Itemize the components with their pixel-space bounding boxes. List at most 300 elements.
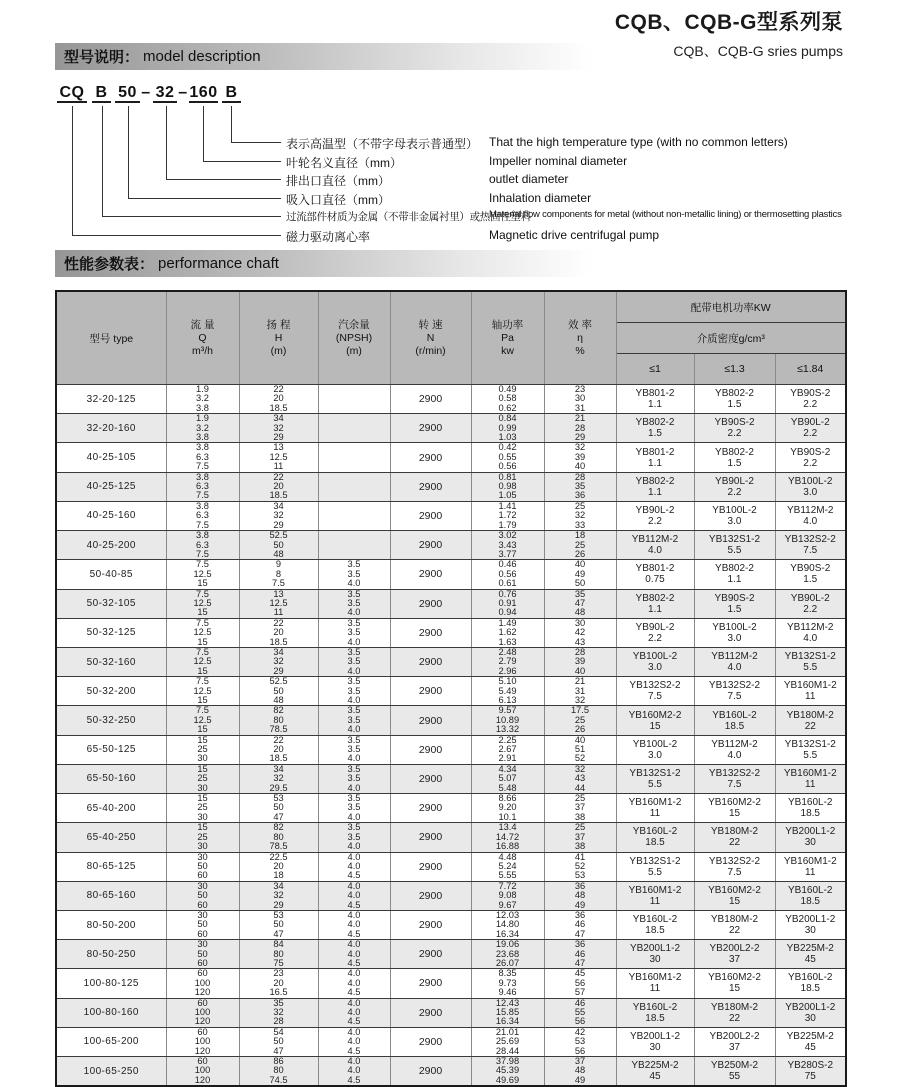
cell-npsh: 3.5 3.5 4.0 [318, 560, 390, 589]
cell-speed: 2900 [390, 472, 471, 501]
cell-speed: 2900 [390, 823, 471, 852]
power-unit: kw [501, 344, 514, 357]
cell-motor: YB112M-2 4.0 [775, 501, 846, 530]
legend-label-en: Inhalation diameter [489, 190, 592, 205]
cell-motor: YB802-2 1.5 [616, 414, 694, 443]
cell-model: 100-80-125 [56, 969, 166, 998]
cell-flow: 3.8 6.3 7.5 [166, 531, 239, 560]
cell-motor: YB160M1-2 11 [616, 794, 694, 823]
cell-model: 100-65-200 [56, 1027, 166, 1056]
eff-symbol: η [577, 331, 583, 344]
cell-motor: YB160L-2 18.5 [616, 998, 694, 1027]
head-zh: 扬 程 [266, 318, 291, 331]
cell-efficiency: 32 39 40 [544, 443, 616, 472]
cell-npsh: 4.0 4.0 4.5 [318, 940, 390, 969]
cell-power: 12.43 15.85 16.34 [471, 998, 544, 1027]
cell-motor: YB225M-2 45 [775, 940, 846, 969]
performance-table-body [56, 385, 846, 1087]
title-english: CQB、CQB-G sries pumps [673, 43, 843, 59]
cell-head: 22.5 20 18 [239, 852, 318, 881]
cell-head: 34 32 29 [239, 647, 318, 676]
cell-motor: YB160L-2 18.5 [775, 881, 846, 910]
cell-efficiency: 25 32 33 [544, 501, 616, 530]
cell-motor: YB132S2-2 7.5 [694, 852, 775, 881]
cell-motor: YB200L1-2 30 [775, 910, 846, 939]
cell-motor: YB200L1-2 30 [616, 1027, 694, 1056]
cell-flow: 15 25 30 [166, 735, 239, 764]
model-code-token: CQ [57, 84, 87, 103]
col-header-speed [390, 291, 471, 385]
cell-npsh [318, 443, 390, 472]
cell-efficiency: 18 25 26 [544, 531, 616, 560]
cell-motor: YB200L1-2 30 [616, 940, 694, 969]
title-chinese: CQB、CQB-G型系列泵 [614, 11, 843, 34]
table-row [56, 823, 846, 852]
cell-flow: 7.5 12.5 15 [166, 647, 239, 676]
cell-power: 3.02 3.43 3.77 [471, 531, 544, 560]
cell-efficiency: 36 48 49 [544, 881, 616, 910]
col-header-flow [166, 291, 239, 385]
cell-speed: 2900 [390, 501, 471, 530]
col-header-type-label: 型号 type [89, 332, 134, 345]
cell-power: 19.06 23.68 26.07 [471, 940, 544, 969]
cell-motor: YB90S-2 2.2 [694, 414, 775, 443]
model-code-token: 160 [189, 84, 218, 101]
cell-head: 22 20 18.5 [239, 472, 318, 501]
eff-unit: % [575, 344, 585, 357]
cell-motor: YB90L-2 2.2 [775, 414, 846, 443]
head-symbol: H [274, 331, 283, 344]
cell-model: 65-40-250 [56, 823, 166, 852]
col-header-head [239, 291, 318, 385]
col-header-density-1: ≤1 [616, 354, 694, 385]
cell-model: 50-32-200 [56, 677, 166, 706]
cell-speed: 2900 [390, 764, 471, 793]
model-code-token: – [141, 84, 151, 101]
table-row [56, 998, 846, 1027]
cell-power: 5.10 5.49 6.13 [471, 677, 544, 706]
cell-motor: YB160M1-2 11 [616, 881, 694, 910]
cell-head: 13 12.5 11 [239, 589, 318, 618]
cell-head: 84 80 75 [239, 940, 318, 969]
cell-efficiency: 21 31 32 [544, 677, 616, 706]
cell-efficiency: 25 37 38 [544, 794, 616, 823]
cell-npsh: 3.5 3.5 4.0 [318, 647, 390, 676]
cell-motor: YB100L-2 3.0 [775, 472, 846, 501]
table-row [56, 1057, 846, 1087]
cell-motor: YB801-2 0.75 [616, 560, 694, 589]
cell-flow: 3.8 6.3 7.5 [166, 472, 239, 501]
table-row [56, 531, 846, 560]
section-model-zh: 型号说明： [64, 49, 140, 66]
cell-motor: YB90S-2 2.2 [775, 385, 846, 414]
cell-power: 1.41 1.72 1.79 [471, 501, 544, 530]
model-code-token: 50 [115, 84, 140, 103]
performance-table [55, 290, 847, 1087]
cell-npsh: 4.0 4.0 4.5 [318, 998, 390, 1027]
table-row [56, 560, 846, 589]
cell-motor: YB132S1-2 5.5 [616, 764, 694, 793]
cell-power: 4.34 5.07 5.48 [471, 764, 544, 793]
col-header-density-1-3: ≤1.3 [694, 354, 775, 385]
table-row [56, 501, 846, 530]
cell-efficiency: 45 56 57 [544, 969, 616, 998]
cell-efficiency: 40 51 52 [544, 735, 616, 764]
cell-efficiency: 36 46 47 [544, 940, 616, 969]
legend-label-en: Magnetic drive centrifugal pump [489, 227, 660, 242]
cell-motor: YB225M-2 45 [775, 1027, 846, 1056]
cell-head: 34 32 29 [239, 501, 318, 530]
power-zh: 轴功率 [491, 318, 524, 331]
cell-npsh [318, 385, 390, 414]
cell-motor: YB160L-2 18.5 [775, 969, 846, 998]
cell-speed: 2900 [390, 881, 471, 910]
cell-flow: 3.8 6.3 7.5 [166, 501, 239, 530]
cell-speed: 2900 [390, 998, 471, 1027]
cell-head: 82 80 78.5 [239, 823, 318, 852]
cell-motor: YB132S1-2 5.5 [694, 531, 775, 560]
cell-motor: YB802-2 1.5 [694, 385, 775, 414]
cell-efficiency: 17.5 25 26 [544, 706, 616, 735]
cell-flow: 7.5 12.5 15 [166, 560, 239, 589]
cell-flow: 30 50 60 [166, 940, 239, 969]
cell-npsh: 3.5 3.5 4.0 [318, 706, 390, 735]
cell-power: 0.46 0.56 0.61 [471, 560, 544, 589]
legend-label-en: That the high temperature type (with no common letters) [489, 135, 788, 149]
cell-motor: YB132S1-2 5.5 [616, 852, 694, 881]
cell-motor: YB200L1-2 30 [775, 823, 846, 852]
cell-motor: YB132S2-2 7.5 [694, 677, 775, 706]
cell-motor: YB112M-2 4.0 [694, 735, 775, 764]
cell-flow: 60 100 120 [166, 1057, 239, 1087]
cell-head: 53 50 47 [239, 910, 318, 939]
cell-npsh: 3.5 3.5 4.0 [318, 735, 390, 764]
cell-npsh: 4.0 4.0 4.5 [318, 881, 390, 910]
cell-motor: YB200L1-2 30 [775, 998, 846, 1027]
col-header-efficiency [544, 291, 616, 385]
cell-npsh: 4.0 4.0 4.5 [318, 1057, 390, 1087]
cell-motor: YB180M-2 22 [694, 998, 775, 1027]
legend-label-zh: 吸入口直径（mm） [286, 192, 390, 207]
npsh-zh: 汽余量 [338, 318, 370, 331]
cell-model: 40-25-200 [56, 531, 166, 560]
legend-label-en: Impeller nominal diameter [489, 153, 628, 168]
cell-npsh: 4.0 4.0 4.5 [318, 910, 390, 939]
cell-flow: 7.5 12.5 15 [166, 677, 239, 706]
legend-label-zh: 叶轮名义直径（mm） [286, 155, 402, 170]
model-code-token: B [222, 84, 241, 103]
cell-head: 22 20 18.5 [239, 618, 318, 647]
cell-motor: YB180M-2 22 [694, 823, 775, 852]
cell-model: 40-25-125 [56, 472, 166, 501]
cell-efficiency: 23 30 31 [544, 385, 616, 414]
table-row [56, 618, 846, 647]
cell-speed: 2900 [390, 647, 471, 676]
cell-head: 9 8 7.5 [239, 560, 318, 589]
cell-speed: 2900 [390, 589, 471, 618]
cell-motor: YB112M-2 4.0 [775, 618, 846, 647]
cell-speed: 2900 [390, 1057, 471, 1087]
cell-npsh [318, 472, 390, 501]
cell-motor: YB132S2-2 7.5 [616, 677, 694, 706]
cell-efficiency: 40 49 50 [544, 560, 616, 589]
cell-motor: YB100L-2 3.0 [694, 618, 775, 647]
cell-npsh: 3.5 3.5 4.0 [318, 677, 390, 706]
table-row [56, 735, 846, 764]
section-header-performance [55, 250, 592, 277]
cell-efficiency: 35 47 48 [544, 589, 616, 618]
cell-motor: YB132S2-2 7.5 [775, 531, 846, 560]
cell-motor: YB200L2-2 37 [694, 940, 775, 969]
cell-speed: 2900 [390, 560, 471, 589]
cell-motor: YB160M1-2 11 [616, 969, 694, 998]
cell-head: 34 32 29.5 [239, 764, 318, 793]
cell-motor: YB112M-2 4.0 [616, 531, 694, 560]
cell-npsh: 3.5 3.5 4.0 [318, 764, 390, 793]
col-header-power [471, 291, 544, 385]
cell-motor: YB90S-2 1.5 [775, 560, 846, 589]
table-row [56, 414, 846, 443]
cell-power: 0.49 0.58 0.62 [471, 385, 544, 414]
cell-efficiency: 25 37 38 [544, 823, 616, 852]
cell-power: 0.76 0.91 0.94 [471, 589, 544, 618]
cell-efficiency: 36 46 47 [544, 910, 616, 939]
cell-motor: YB90L-2 2.2 [694, 472, 775, 501]
table-row [56, 472, 846, 501]
cell-efficiency: 41 52 53 [544, 852, 616, 881]
cell-motor: YB225M-2 45 [616, 1057, 694, 1087]
cell-motor: YB160L-2 18.5 [616, 910, 694, 939]
cell-power: 0.42 0.55 0.56 [471, 443, 544, 472]
cell-npsh: 3.5 3.5 4.0 [318, 794, 390, 823]
cell-flow: 30 50 60 [166, 852, 239, 881]
speed-unit: (r/min) [415, 344, 446, 357]
cell-model: 50-32-105 [56, 589, 166, 618]
table-row [56, 910, 846, 939]
cell-efficiency: 30 42 43 [544, 618, 616, 647]
table-row [56, 647, 846, 676]
cell-power: 4.48 5.24 5.55 [471, 852, 544, 881]
cell-head: 54 50 47 [239, 1027, 318, 1056]
flow-zh: 流 量 [190, 318, 215, 331]
cell-motor: YB132S1-2 5.5 [775, 735, 846, 764]
model-code-diagram [0, 0, 900, 250]
cell-flow: 60 100 120 [166, 969, 239, 998]
cell-model: 65-50-160 [56, 764, 166, 793]
cell-power: 21.01 25.69 28.44 [471, 1027, 544, 1056]
cell-motor: YB90L-2 2.2 [775, 589, 846, 618]
cell-flow: 1.9 3.2 3.8 [166, 385, 239, 414]
cell-model: 100-65-250 [56, 1057, 166, 1087]
cell-motor: YB180M-2 22 [775, 706, 846, 735]
cell-motor: YB160L-2 18.5 [775, 794, 846, 823]
table-row [56, 940, 846, 969]
col-header-type [56, 291, 166, 385]
cell-motor: YB90L-2 2.2 [616, 501, 694, 530]
cell-motor: YB200L2-2 37 [694, 1027, 775, 1056]
cell-speed: 2900 [390, 940, 471, 969]
section-perf-zh: 性能参数表： [64, 256, 155, 273]
cell-speed: 2900 [390, 618, 471, 647]
cell-motor: YB112M-2 4.0 [694, 647, 775, 676]
cell-power: 2.48 2.79 2.96 [471, 647, 544, 676]
power-symbol: Pa [501, 331, 514, 344]
cell-npsh: 4.0 4.0 4.5 [318, 1027, 390, 1056]
flow-unit: m³/h [192, 344, 213, 357]
cell-motor: YB250M-2 55 [694, 1057, 775, 1087]
cell-head: 52.5 50 48 [239, 677, 318, 706]
cell-model: 80-50-250 [56, 940, 166, 969]
cell-model: 50-32-125 [56, 618, 166, 647]
cell-motor: YB160M2-2 15 [694, 794, 775, 823]
cell-head: 35 32 28 [239, 998, 318, 1027]
npsh-unit: (m) [346, 344, 362, 357]
cell-efficiency: 21 28 29 [544, 414, 616, 443]
eff-zh: 效 率 [568, 318, 592, 331]
cell-efficiency: 37 48 49 [544, 1057, 616, 1087]
cell-model: 65-40-200 [56, 794, 166, 823]
table-row [56, 706, 846, 735]
cell-motor: YB100L-2 3.0 [694, 501, 775, 530]
cell-motor: YB160L-2 18.5 [694, 706, 775, 735]
cell-model: 80-65-160 [56, 881, 166, 910]
cell-motor: YB160M2-2 15 [694, 969, 775, 998]
model-code-token: B [92, 84, 111, 103]
cell-motor: YB280S-2 75 [775, 1057, 846, 1087]
cell-head: 23 20 16.5 [239, 969, 318, 998]
cell-speed: 2900 [390, 414, 471, 443]
cell-power: 8.35 9.73 9.46 [471, 969, 544, 998]
cell-model: 32-20-125 [56, 385, 166, 414]
cell-flow: 3.8 6.3 7.5 [166, 443, 239, 472]
cell-speed: 2900 [390, 706, 471, 735]
head-unit: (m) [270, 344, 287, 357]
legend-label-en: Material flow components for metal (without non-metallic lining) or thermosetting plastics [489, 209, 842, 220]
cell-power: 12.03 14.80 16.34 [471, 910, 544, 939]
cell-npsh [318, 531, 390, 560]
cell-motor: YB160M1-2 11 [775, 764, 846, 793]
cell-power: 9.57 10.89 13.32 [471, 706, 544, 735]
cell-speed: 2900 [390, 852, 471, 881]
table-row [56, 881, 846, 910]
cell-speed: 2900 [390, 677, 471, 706]
cell-motor: YB160M1-2 11 [775, 852, 846, 881]
cell-motor: YB100L-2 3.0 [616, 647, 694, 676]
cell-motor: YB160M2-2 15 [694, 881, 775, 910]
cell-npsh: 3.5 3.5 4.0 [318, 823, 390, 852]
cell-efficiency: 32 43 44 [544, 764, 616, 793]
cell-efficiency: 28 39 40 [544, 647, 616, 676]
cell-speed: 2900 [390, 794, 471, 823]
cell-motor: YB801-2 1.1 [616, 385, 694, 414]
cell-motor: YB132S2-2 7.5 [694, 764, 775, 793]
cell-npsh: 4.0 4.0 4.5 [318, 969, 390, 998]
cell-model: 32-20-160 [56, 414, 166, 443]
cell-flow: 30 50 60 [166, 910, 239, 939]
cell-motor: YB802-2 1.5 [694, 443, 775, 472]
cell-npsh [318, 501, 390, 530]
model-code-token: – [178, 84, 188, 101]
cell-model: 50-40-85 [56, 560, 166, 589]
cell-head: 22 20 18.5 [239, 735, 318, 764]
col-header-npsh [318, 291, 390, 385]
cell-motor: YB802-2 1.1 [616, 589, 694, 618]
cell-model: 40-25-160 [56, 501, 166, 530]
cell-speed: 2900 [390, 443, 471, 472]
col-header-motor-group: 配带电机功率KW [616, 291, 846, 323]
cell-power: 37.98 45.39 49.69 [471, 1057, 544, 1087]
cell-npsh: 3.5 3.5 4.0 [318, 589, 390, 618]
cell-head: 86 80 74.5 [239, 1057, 318, 1087]
cell-motor: YB180M-2 22 [694, 910, 775, 939]
table-row [56, 969, 846, 998]
table-row [56, 764, 846, 793]
col-header-density: 介质密度g/cm³ [616, 323, 846, 354]
cell-head: 34 32 29 [239, 881, 318, 910]
cell-head: 22 20 18.5 [239, 385, 318, 414]
cell-speed: 2900 [390, 385, 471, 414]
cell-model: 100-80-160 [56, 998, 166, 1027]
cell-model: 65-50-125 [56, 735, 166, 764]
cell-flow: 30 50 60 [166, 881, 239, 910]
legend-connector-line [72, 106, 281, 236]
flow-symbol: Q [198, 331, 207, 344]
cell-flow: 7.5 12.5 15 [166, 618, 239, 647]
cell-motor: YB802-2 1.1 [616, 472, 694, 501]
cell-flow: 60 100 120 [166, 998, 239, 1027]
cell-efficiency: 46 55 56 [544, 998, 616, 1027]
cell-motor: YB802-2 1.1 [694, 560, 775, 589]
section-perf-en: performance chaft [158, 255, 279, 272]
table-row [56, 852, 846, 881]
cell-flow: 60 100 120 [166, 1027, 239, 1056]
legend-label-zh: 磁力驱动离心率 [286, 229, 371, 244]
cell-efficiency: 28 35 36 [544, 472, 616, 501]
cell-motor: YB90S-2 1.5 [694, 589, 775, 618]
cell-power: 0.81 0.98 1.05 [471, 472, 544, 501]
col-header-density-1-84: ≤1.84 [775, 354, 846, 385]
table-row [56, 443, 846, 472]
cell-speed: 2900 [390, 531, 471, 560]
cell-motor: YB160L-2 18.5 [616, 823, 694, 852]
cell-power: 2.25 2.67 2.91 [471, 735, 544, 764]
cell-flow: 1.9 3.2 3.8 [166, 414, 239, 443]
cell-head: 34 32 29 [239, 414, 318, 443]
cell-motor: YB160M2-2 15 [616, 706, 694, 735]
cell-motor: YB100L-2 3.0 [616, 735, 694, 764]
table-row [56, 1027, 846, 1056]
cell-head: 13 12.5 11 [239, 443, 318, 472]
cell-flow: 15 25 30 [166, 794, 239, 823]
model-code-token: 32 [153, 84, 177, 103]
cell-speed: 2900 [390, 969, 471, 998]
legend-label-en: outlet diameter [489, 172, 569, 186]
legend-label-zh: 过流部件材质为金属（不带非金属衬里）或热固性塑料 [286, 211, 531, 223]
table-row [56, 677, 846, 706]
cell-power: 8.66 9.20 10.1 [471, 794, 544, 823]
cell-npsh: 4.0 4.0 4.5 [318, 852, 390, 881]
table-header [56, 291, 846, 385]
cell-motor: YB801-2 1.1 [616, 443, 694, 472]
section-model-en: model description [143, 48, 261, 65]
cell-npsh: 3.5 3.5 4.0 [318, 618, 390, 647]
table-row [56, 589, 846, 618]
cell-power: 1.49 1.62 1.63 [471, 618, 544, 647]
cell-efficiency: 42 53 56 [544, 1027, 616, 1056]
cell-model: 80-65-125 [56, 852, 166, 881]
cell-npsh [318, 414, 390, 443]
cell-model: 40-25-105 [56, 443, 166, 472]
